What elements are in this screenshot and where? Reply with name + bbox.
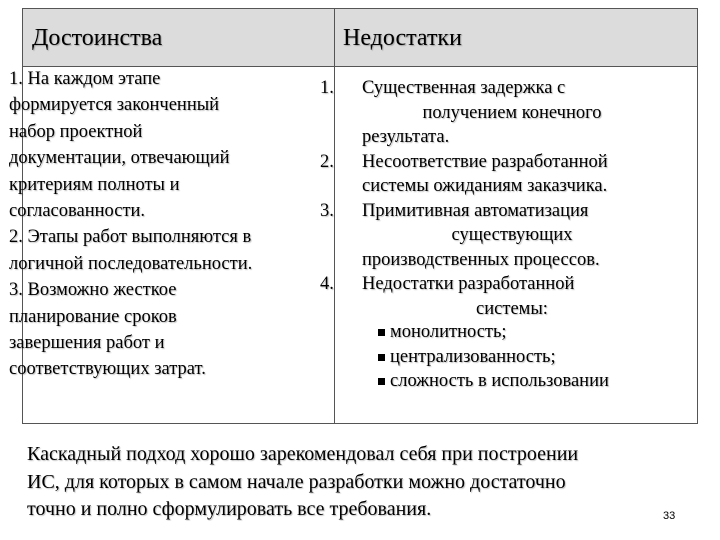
- advantages-line: 1. На каждом этапе: [9, 69, 161, 89]
- header-advantages: Достоинства: [32, 25, 163, 51]
- advantages-cell: [9, 66, 307, 383]
- disadvantage-item: [320, 272, 672, 321]
- item-number: 3.: [320, 200, 334, 221]
- item-line: системы:: [476, 298, 548, 319]
- disadvantage-item: [320, 150, 672, 199]
- footer-line: Каскадный подход хорошо зарекомендовал себя при построении: [27, 443, 579, 465]
- item-number: 2.: [320, 151, 334, 172]
- disadvantage-item: [320, 199, 672, 273]
- footer-paragraph: [27, 441, 697, 524]
- advantages-line: соответствующих затрат.: [9, 359, 206, 380]
- sub-bullet-list: [320, 320, 672, 394]
- advantages-line: формируется законченный: [9, 95, 220, 116]
- footer-line: точно и полно сформулировать все требования.: [27, 498, 432, 520]
- item-line: системы ожиданиям заказчика.: [362, 176, 608, 196]
- footer-line: ИС, для которых в самом начале разработки можно достаточно: [27, 470, 566, 493]
- advantages-line: 3. Возможно жесткое: [9, 280, 177, 301]
- item-number: 1.: [320, 78, 334, 98]
- item-line: получением конечного: [422, 102, 602, 123]
- sub-bullet-text: монолитность;: [390, 322, 507, 342]
- disadvantage-item: [320, 76, 672, 150]
- advantages-line: планирование сроков: [9, 306, 177, 327]
- advantages-line: набор проектной: [9, 121, 143, 142]
- item-number: 4.: [320, 274, 334, 294]
- header-disadvantages: Недостатки: [343, 25, 462, 51]
- page-number: 33: [663, 510, 676, 522]
- item-line: существующих: [451, 225, 573, 245]
- item-line: Существенная задержка с: [362, 78, 566, 98]
- sub-bullet-text: сложность в использовании: [390, 371, 609, 391]
- sub-bullet-item: [320, 345, 672, 370]
- square-bullet-icon: [378, 329, 385, 336]
- item-line: Недостатки разработанной: [362, 274, 575, 294]
- sub-bullet-item: [320, 369, 672, 394]
- advantages-line: завершения работ и: [9, 333, 165, 354]
- advantages-line: логичной последовательности.: [9, 253, 253, 274]
- sub-bullet-text: централизованность;: [390, 346, 556, 367]
- square-bullet-icon: [378, 378, 385, 385]
- item-line: Несоответствие разработанной: [362, 151, 608, 172]
- disadvantages-cell: [320, 76, 672, 394]
- sub-bullet-item: [320, 320, 672, 345]
- item-line: Примитивная автоматизация: [362, 200, 589, 221]
- advantages-line: 2. Этапы работ выполняются в: [9, 227, 252, 248]
- square-bullet-icon: [378, 354, 385, 361]
- advantages-line: документации, отвечающий: [9, 148, 230, 169]
- advantages-line: критериям полноты и: [9, 174, 180, 195]
- item-line: производственных процессов.: [362, 249, 600, 270]
- item-line: результата.: [362, 127, 450, 147]
- advantages-line: согласованности.: [9, 201, 146, 222]
